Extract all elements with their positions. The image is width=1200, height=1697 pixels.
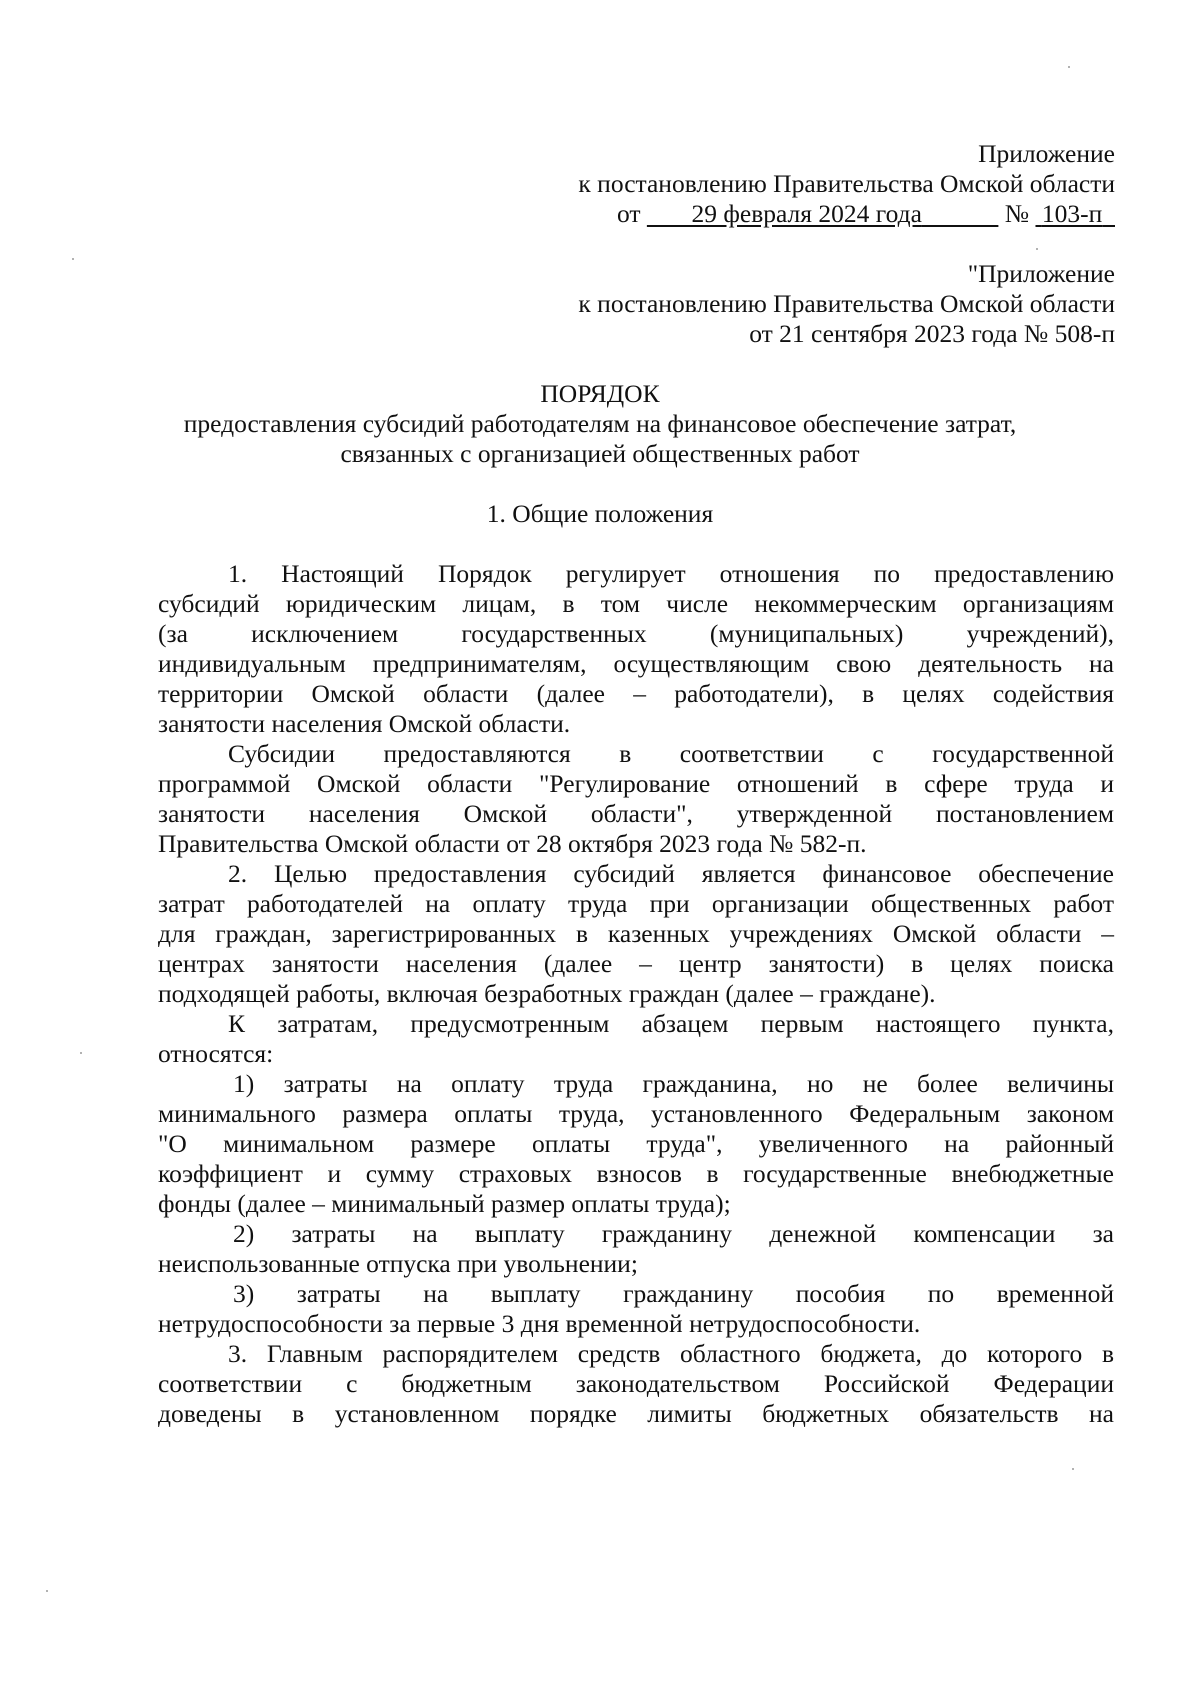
paragraph-line: 1. Настоящий Порядок регулирует отношения по предоставлению — [228, 559, 1114, 588]
list-item-line: коэффициент и сумму страховых взносов в государственные внебюджетные — [158, 1159, 1114, 1188]
quoted-annex-to: к постановлению Правительства Омской области — [578, 289, 1115, 318]
scan-speck — [1072, 1468, 1074, 1470]
number-sign: № — [1004, 199, 1030, 228]
list-item-line: "О минимальном размере оплаты труда", увеличенного на районный — [158, 1129, 1114, 1158]
number-value: 103-п — [1041, 199, 1103, 228]
paragraph-line: Правительства Омской области от 28 октября 2023 года № 582-п. — [158, 829, 867, 858]
list-item-line: фонды (далее – минимальный размер оплаты труда); — [158, 1189, 731, 1218]
date-field — [647, 199, 999, 228]
paragraph-line: занятости населения Омской области", утвержденной постановлением — [158, 799, 1114, 828]
list-item-line: 3) затраты на выплату гражданину пособия по временной — [233, 1279, 1114, 1308]
paragraph-line: программой Омской области "Регулирование отношений в сфере труда и — [158, 769, 1114, 798]
scan-speck — [46, 1590, 48, 1592]
section-heading: 1. Общие положения — [486, 499, 714, 528]
paragraph-line: для граждан, зарегистрированных в казенных учреждениях Омской области – — [158, 919, 1114, 948]
date-value: 29 февраля 2024 года — [691, 199, 922, 228]
date-prefix: от — [616, 199, 641, 228]
list-item-line: 1) затраты на оплату труда гражданина, но не более величины — [233, 1069, 1114, 1098]
paragraph-line: относятся: — [158, 1039, 274, 1068]
document-subtitle-2: связанных с организацией общественных работ — [340, 439, 860, 468]
document-subtitle-1: предоставления субсидий работодателям на финансовое обеспечение затрат, — [183, 409, 1017, 438]
paragraph-line: индивидуальным предпринимателям, осуществляющим свою деятельность на — [158, 649, 1114, 678]
paragraph-line: подходящей работы, включая безработных граждан (далее – граждане). — [158, 979, 936, 1008]
paragraph-line: доведены в установленном порядке лимиты бюджетных обязательств на — [158, 1399, 1114, 1428]
paragraph-line: 3. Главным распорядителем средств областного бюджета, до которого в — [228, 1339, 1114, 1368]
annex-label: Приложение — [978, 139, 1115, 168]
scan-speck — [1068, 66, 1070, 68]
scan-speck — [72, 258, 74, 260]
paragraph-line: затрат работодателей на оплату труда при организации общественных работ — [158, 889, 1114, 918]
paragraph-line: соответствии с бюджетным законодательством Российской Федерации — [158, 1369, 1114, 1398]
list-item-line: нетрудоспособности за первые 3 дня временной нетрудоспособности. — [158, 1309, 921, 1338]
paragraph-line: (за исключением государственных (муниципальных) учреждений), — [158, 619, 1114, 648]
paragraph-line: Субсидии предоставляются в соответствии с государственной — [228, 739, 1114, 768]
list-item-line: минимального размера оплаты труда, установленного Федеральным законом — [158, 1099, 1114, 1128]
quoted-date-line: от 21 сентября 2023 года № 508-п — [749, 319, 1115, 348]
annex-to: к постановлению Правительства Омской области — [578, 169, 1115, 198]
paragraph-line: субсидий юридическим лицам, в том числе некоммерческим организациям — [158, 589, 1114, 618]
paragraph-line: К затратам, предусмотренным абзацем первым настоящего пункта, — [228, 1009, 1114, 1038]
number-field — [1035, 199, 1115, 228]
paragraph-line: 2. Целью предоставления субсидий является финансовое обеспечение — [228, 859, 1114, 888]
paragraph-line: территории Омской области (далее – работодатели), в целях содействия — [158, 679, 1114, 708]
annex-date-line — [617, 198, 1115, 230]
list-item-line: 2) затраты на выплату гражданину денежной компенсации за — [233, 1219, 1114, 1248]
scan-speck — [80, 1052, 82, 1054]
list-item-line: неиспользованные отпуска при увольнении; — [158, 1249, 638, 1278]
scan-speck — [1036, 248, 1038, 250]
paragraph-line: центрах занятости населения (далее – центр занятости) в целях поиска — [158, 949, 1114, 978]
paragraph-line: занятости населения Омской области. — [158, 709, 571, 738]
quoted-annex-label: "Приложение — [967, 259, 1115, 288]
document-title: ПОРЯДОК — [540, 379, 660, 408]
